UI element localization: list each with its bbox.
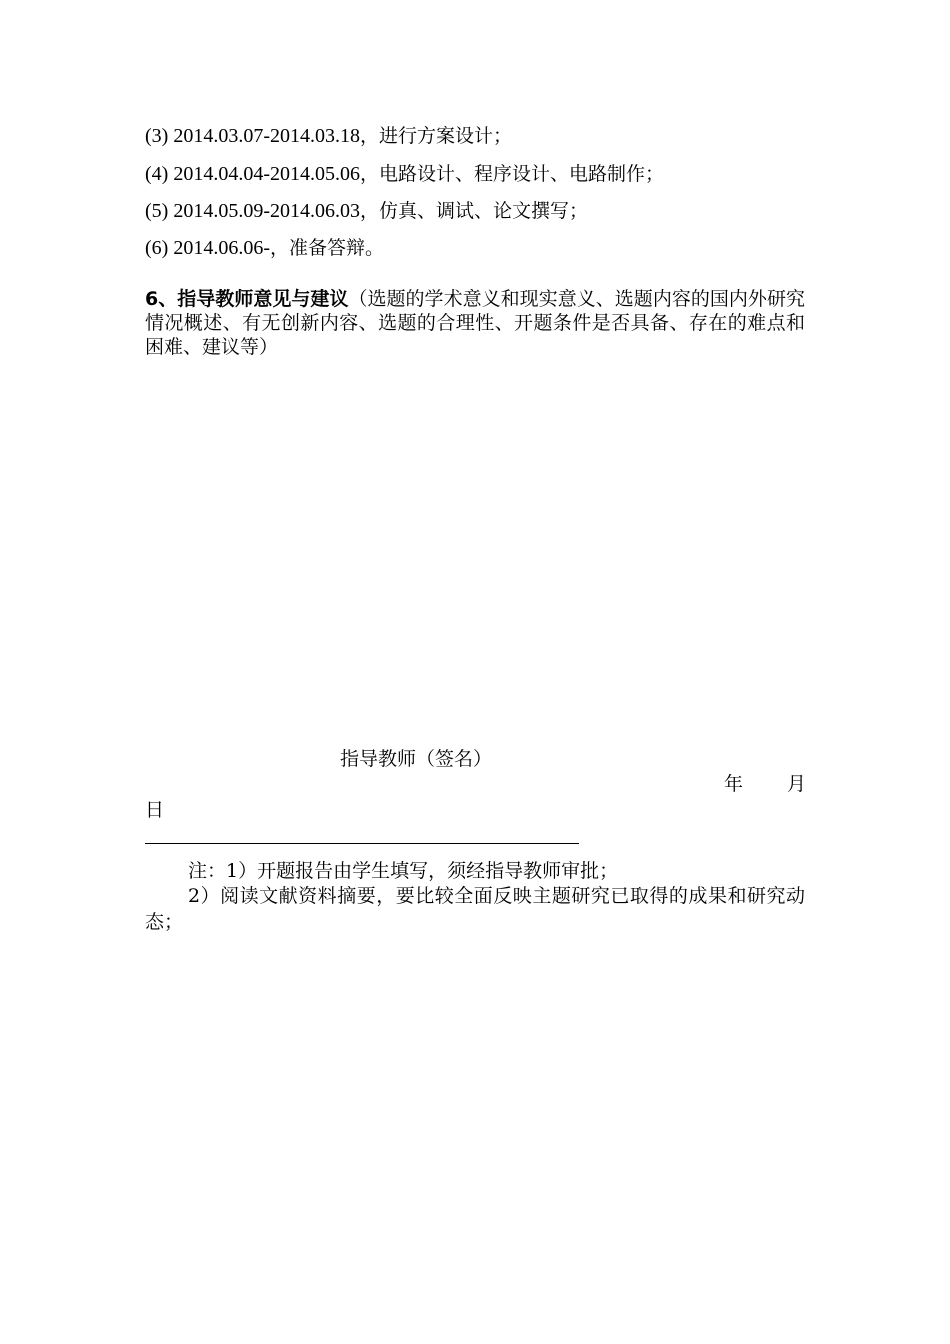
schedule-date-range: (6) 2014.06.06- [145,237,270,259]
schedule-item [145,199,588,223]
schedule-task: ，准备答辩。 [269,237,384,259]
footnote-1: 注：1）开题报告由学生填写，须经指导教师审批； [188,860,619,882]
schedule-item [145,124,512,148]
schedule-date-range: (4) 2014.04.04-2014.05.06 [145,163,360,185]
schedule-date-range: (3) 2014.03.07-2014.03.18 [145,125,360,147]
date-year-label: 年 [724,773,744,795]
footnote-separator [145,843,579,844]
footnote-2: 2）阅读文献资料摘要，要比较全面反映主题研究已取得的成果和研究动态； [145,885,805,933]
date-month-label: 月 [787,773,807,795]
section-description: （选题的学术意义和现实意义、选题内容的国内外研究情况概述、有无创新内容、选题的合理性、开题条件是否具备、存在的难点和困难、建议等） [145,288,805,358]
schedule-date-range: (5) 2014.05.09-2014.06.03 [145,200,360,222]
section-advisor-opinion [145,287,805,359]
section-title: 6、指导教师意见与建议 [145,288,349,310]
schedule-item [145,236,384,260]
schedule-task: ，电路设计、程序设计、电路制作； [359,163,664,185]
schedule-item [145,162,664,186]
schedule-task: ，进行方案设计； [359,125,512,147]
date-day-label: 日 [145,799,165,821]
advisor-signature-label: 指导教师（签名） [340,748,493,770]
schedule-task: ，仿真、调试、论文撰写； [359,200,588,222]
